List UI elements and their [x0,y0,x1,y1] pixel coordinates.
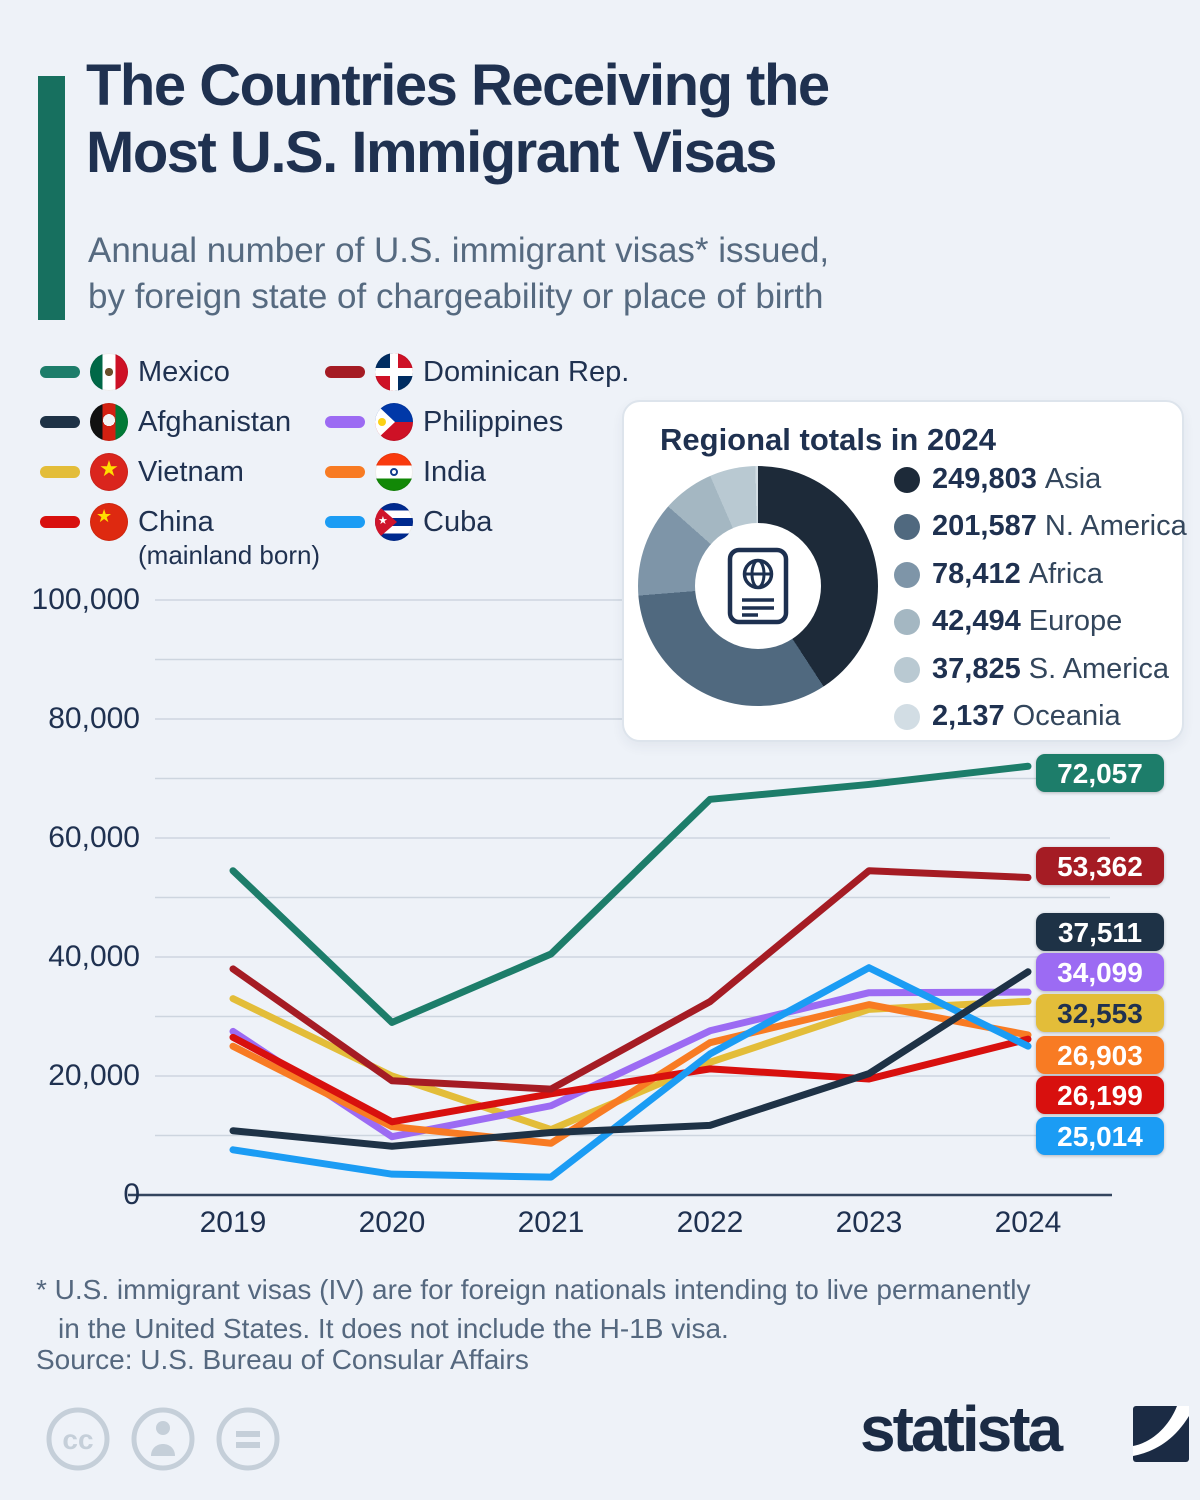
x-axis-label-2019: 2019 [199,1206,267,1239]
y-axis-label-80000: 80,000 [48,702,140,735]
value-pill-india: 26,903 [1036,1036,1164,1074]
title-line-2: Most U.S. Immigrant Visas [86,120,776,186]
legend-label-vietnam: Vietnam [138,456,244,488]
donut-label-africa: Africa [1028,558,1103,590]
legend-label-china: China [138,506,214,538]
regional-totals-title: Regional totals in 2024 [660,422,996,457]
value-pill-vietnam: 32,553 [1036,994,1164,1032]
x-axis-label-2022: 2022 [676,1206,744,1239]
legend-label-afghanistan: Afghanistan [138,406,292,438]
legend-label-dominican-republic: Dominican Rep. [423,356,630,388]
line-swatch-afghanistan [40,416,80,428]
footnote-line-1: * U.S. immigrant visas (IV) are for foreign nationals intending to live permanently [36,1274,1031,1305]
line-swatch-china [40,516,80,528]
donut-dot-africa [894,562,920,588]
legend-label-mexico: Mexico [138,356,230,388]
x-axis-label-2023: 2023 [835,1206,903,1239]
legend-sublabel-china: (mainland born) [138,540,321,570]
subtitle-line-1: Annual number of U.S. immigrant visas* issued, [88,231,830,270]
donut-value-asia: 249,803 [932,463,1037,495]
legend-label-cuba: Cuba [423,506,493,538]
donut-dot-n-america [894,514,920,540]
flag-vietnam-icon [90,453,128,491]
value-pill-mexico: 72,057 [1036,754,1164,792]
regional-totals-card [622,400,1187,742]
donut-label-europe: Europe [1028,605,1123,637]
donut-label-s-america: S. America [1028,653,1169,685]
statista-mark-icon [1133,1406,1189,1462]
y-axis-label-100000: 100,000 [31,583,140,616]
svg-text:cc: cc [62,1424,94,1455]
flag-india-icon [375,453,413,491]
value-pill-cuba: 25,014 [1036,1117,1164,1155]
flag-dominican-republic-icon [375,353,413,391]
source-text: Source: U.S. Bureau of Consular Affairs [36,1344,529,1375]
donut-label-asia: Asia [1044,463,1102,495]
donut-dot-europe [894,609,920,635]
y-axis-label-0: 0 [123,1178,140,1211]
cc-nd-icon [215,1406,281,1472]
cc-attribution-icon [130,1406,196,1472]
cc-license-icon [45,1406,111,1472]
donut-label-n-america: N. America [1044,510,1187,542]
line-swatch-india [325,466,365,478]
y-axis-label-60000: 60,000 [48,821,140,854]
donut-hole [695,523,821,649]
donut-dot-asia [894,467,920,493]
donut-value-s-america: 37,825 [932,653,1021,685]
donut-dot-s-america [894,657,920,683]
value-pill-philippines: 34,099 [1036,953,1164,991]
value-pill-dominican-republic: 53,362 [1036,847,1164,885]
passport-icon [727,547,789,625]
donut-value-n-america: 201,587 [932,510,1037,542]
line-swatch-vietnam [40,466,80,478]
line-swatch-philippines [325,416,365,428]
line-swatch-mexico [40,366,80,378]
flag-mexico-icon [90,353,128,391]
y-axis-label-40000: 40,000 [48,940,140,973]
value-pill-china: 26,199 [1036,1076,1164,1114]
x-axis-label-2020: 2020 [358,1206,426,1239]
donut-label-oceania: Oceania [1012,700,1121,732]
y-axis-label-20000: 20,000 [48,1059,140,1092]
x-axis-label-2024: 2024 [994,1206,1062,1239]
flag-philippines-icon [375,403,413,441]
donut-value-europe: 42,494 [932,605,1021,637]
footnote [36,1270,1030,1348]
flag-china-icon [90,503,128,541]
legend-label-india: India [423,456,486,488]
statista-logo-text: statista [860,1393,1061,1465]
donut-dot-oceania [894,704,920,730]
footnote-line-2: in the United States. It does not include the H-1B visa. [58,1313,729,1345]
x-axis-label-2021: 2021 [517,1206,585,1239]
page-title [86,52,829,187]
accent-bar [38,76,65,320]
line-swatch-dominican-republic [325,366,365,378]
page-subtitle [88,228,829,320]
subtitle-line-2: by foreign state of chargeability or place of birth [88,277,824,317]
flag-cuba-icon [375,503,413,541]
donut-value-africa: 78,412 [932,558,1021,590]
line-swatch-cuba [325,516,365,528]
title-line-1: The Countries Receiving the [86,53,829,118]
donut-chart [638,466,878,706]
legend-label-philippines: Philippines [423,406,564,438]
value-pill-afghanistan: 37,511 [1036,913,1164,951]
flag-afghanistan-icon [90,403,128,441]
donut-value-oceania: 2,137 [932,700,1005,732]
